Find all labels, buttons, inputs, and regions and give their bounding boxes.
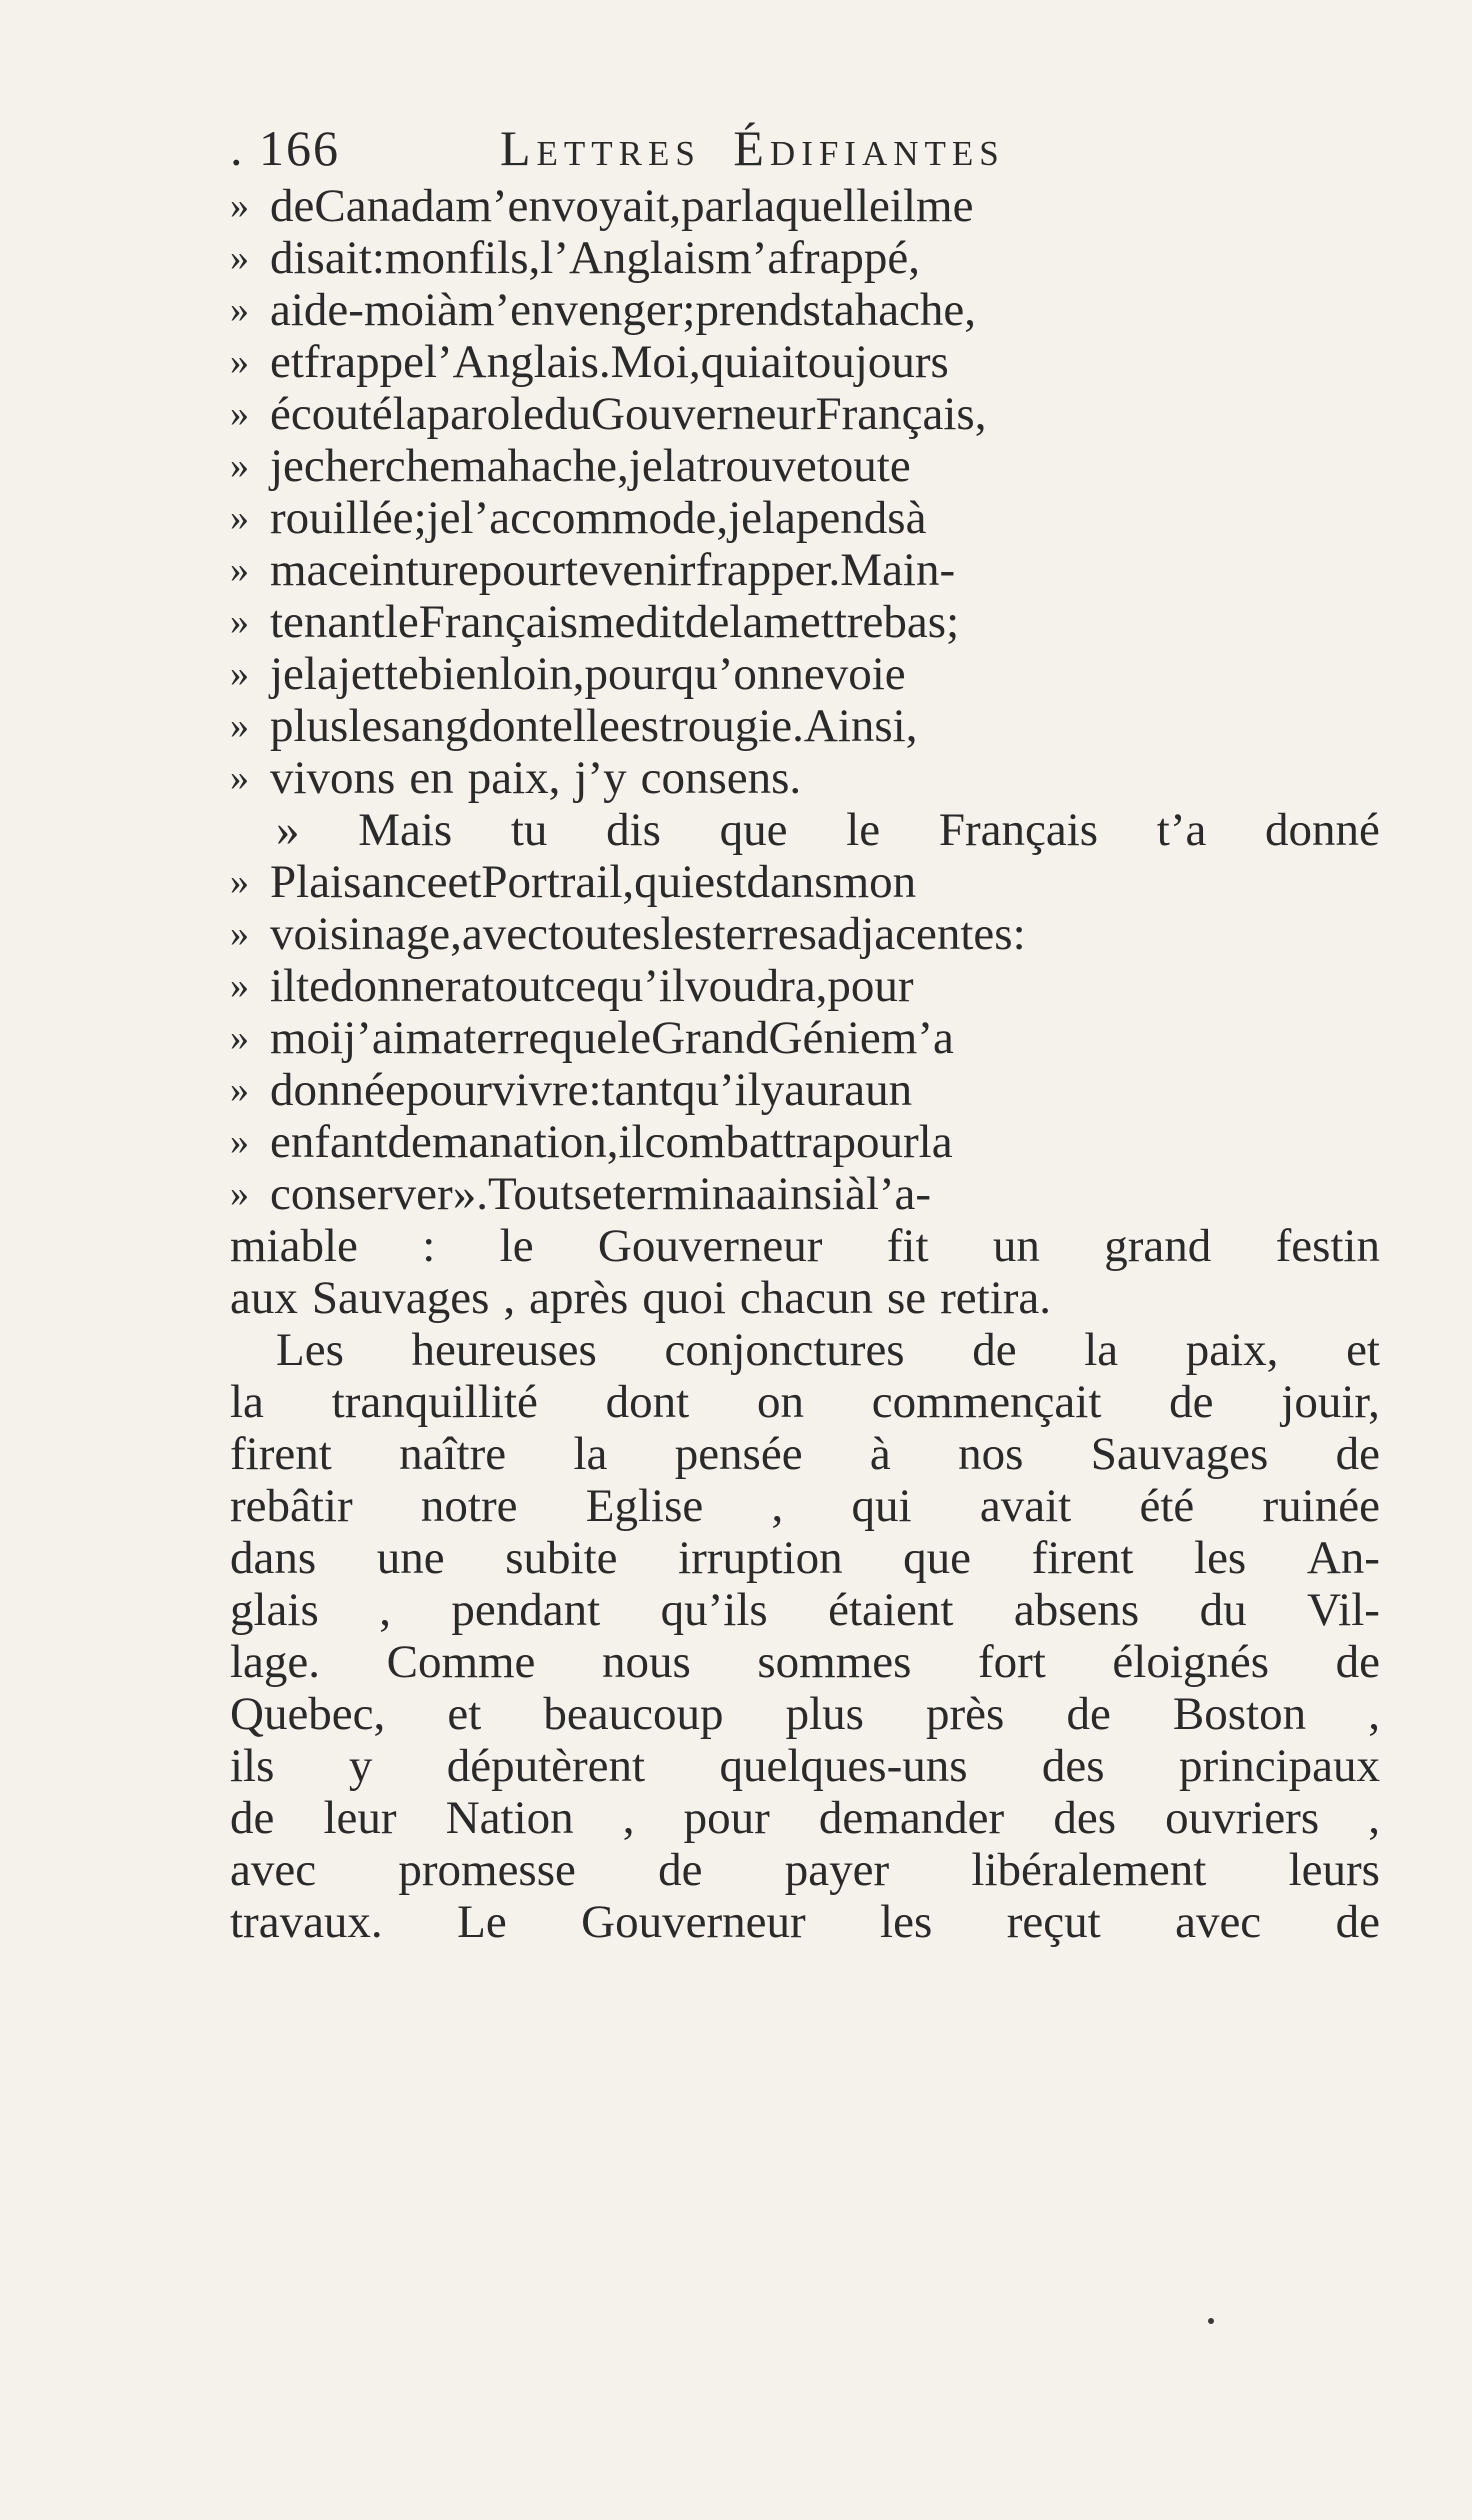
line-text: aide-moiàm’envenger;prendstahache, [270,284,977,336]
quote-mark: » [230,497,249,539]
line-text: rouillée;jel’accommode,jelapendsà [270,492,927,544]
text-line [230,596,1380,648]
quote-mark: » [230,549,249,591]
text-line: lage. Comme nous sommes fort éloignés de [230,1636,1380,1688]
line-text: conserver».Toutseterminaainsiàl’a- [270,1168,932,1220]
quote-mark: » [230,393,249,435]
line-text: pluslesangdontelleestrougie.Ainsi, [270,700,918,752]
text-line [230,440,1380,492]
quote-mark: » [230,913,249,955]
running-title: Lettres Édifiantes [500,120,1005,176]
quote-mark: » [230,861,249,903]
line-text: maceinturepourtevenirfrapper.Main- [270,544,956,596]
text-line [230,336,1380,388]
text-line: miable : le Gouverneur fit un grand festin [230,1220,1380,1272]
text-line [230,232,1380,284]
text-line [230,648,1380,700]
text-line [230,284,1380,336]
page-number: . 166 [230,120,340,176]
quote-mark: » [230,341,249,383]
line-text: etfrappel’Anglais.Moi,quiaitoujours [270,336,949,388]
quote-mark: » [230,601,249,643]
line-text: jecherchemahache,jelatrouvetoute [270,440,911,492]
text-line [230,544,1380,596]
text-line [230,908,1380,960]
quote-mark: » [230,445,249,487]
text-line: dans une subite irruption que firent les An- [230,1532,1380,1584]
text-line: de leur Nation , pour demander des ouvriers , [230,1792,1380,1844]
quote-mark: » [230,1121,249,1163]
body-text [230,180,1380,1948]
quote-mark: » [230,289,249,331]
quote-mark: » [230,237,249,279]
text-line: firent naître la pensée à nos Sauvages de [230,1428,1380,1480]
text-line [230,856,1380,908]
text-line: travaux. Le Gouverneur les reçut avec de [230,1896,1380,1948]
text-line: la tranquillité dont on commençait de jouir, [230,1376,1380,1428]
quote-mark: » [230,965,249,1007]
text-line [230,1012,1380,1064]
line-text: voisinage,avectouteslesterresadjacentes: [270,908,1026,960]
line-text: jelajettebienloin,pourqu’onnevoie [270,648,906,700]
line-text: deCanadam’envoyait,parlaquelleilme [270,180,974,232]
quote-mark: » [230,653,249,695]
line-text: vivons en paix, j’y consens. [270,752,802,804]
ornament-dot [1208,2318,1214,2324]
line-text: enfantdemanation,ilcombattrapourla [270,1116,953,1168]
text-line [230,1064,1380,1116]
text-line [230,388,1380,440]
line-text: donnéepourvivre:tantqu’ilyauraun [270,1064,913,1116]
text-line [230,700,1380,752]
text-line: ils y députèrent quelques-uns des principaux [230,1740,1380,1792]
text-line: rebâtir notre Eglise , qui avait été ruinée [230,1480,1380,1532]
quote-mark: » [230,185,249,227]
text-line: aux Sauvages , après quoi chacun se retira. [230,1272,1052,1324]
page-header [230,118,1380,178]
text-line [230,492,1380,544]
text-line [230,180,1380,232]
quote-mark: » [230,757,249,799]
text-line: avec promesse de payer libéralement leurs [230,1844,1380,1896]
text-line [230,960,1380,1012]
text-line: » Mais tu dis que le Français t’a donné [276,804,1380,856]
line-text: moij’aimaterrequeleGrandGéniem’a [270,1012,954,1064]
line-text: écoutélaparoleduGouverneurFrançais, [270,388,987,440]
line-text: iltedonneratoutcequ’ilvoudra,pour [270,960,914,1012]
text-line [230,752,1380,804]
quote-mark: » [230,1173,249,1215]
line-text: PlaisanceetPortrail,quiestdansmon [270,856,917,908]
text-line [230,1168,1380,1220]
text-line: Les heureuses conjonctures de la paix, et [276,1324,1380,1376]
quote-mark: » [230,705,249,747]
line-text: tenantleFrançaismeditdelamettrebas; [270,596,960,648]
line-text: disait:monfils,l’Anglaism’afrappé, [270,232,921,284]
text-line [230,1116,1380,1168]
text-line: glais , pendant qu’ils étaient absens du Vil- [230,1584,1380,1636]
quote-mark: » [230,1017,249,1059]
text-line: Quebec, et beaucoup plus près de Boston , [230,1688,1380,1740]
quote-mark: » [230,1069,249,1111]
